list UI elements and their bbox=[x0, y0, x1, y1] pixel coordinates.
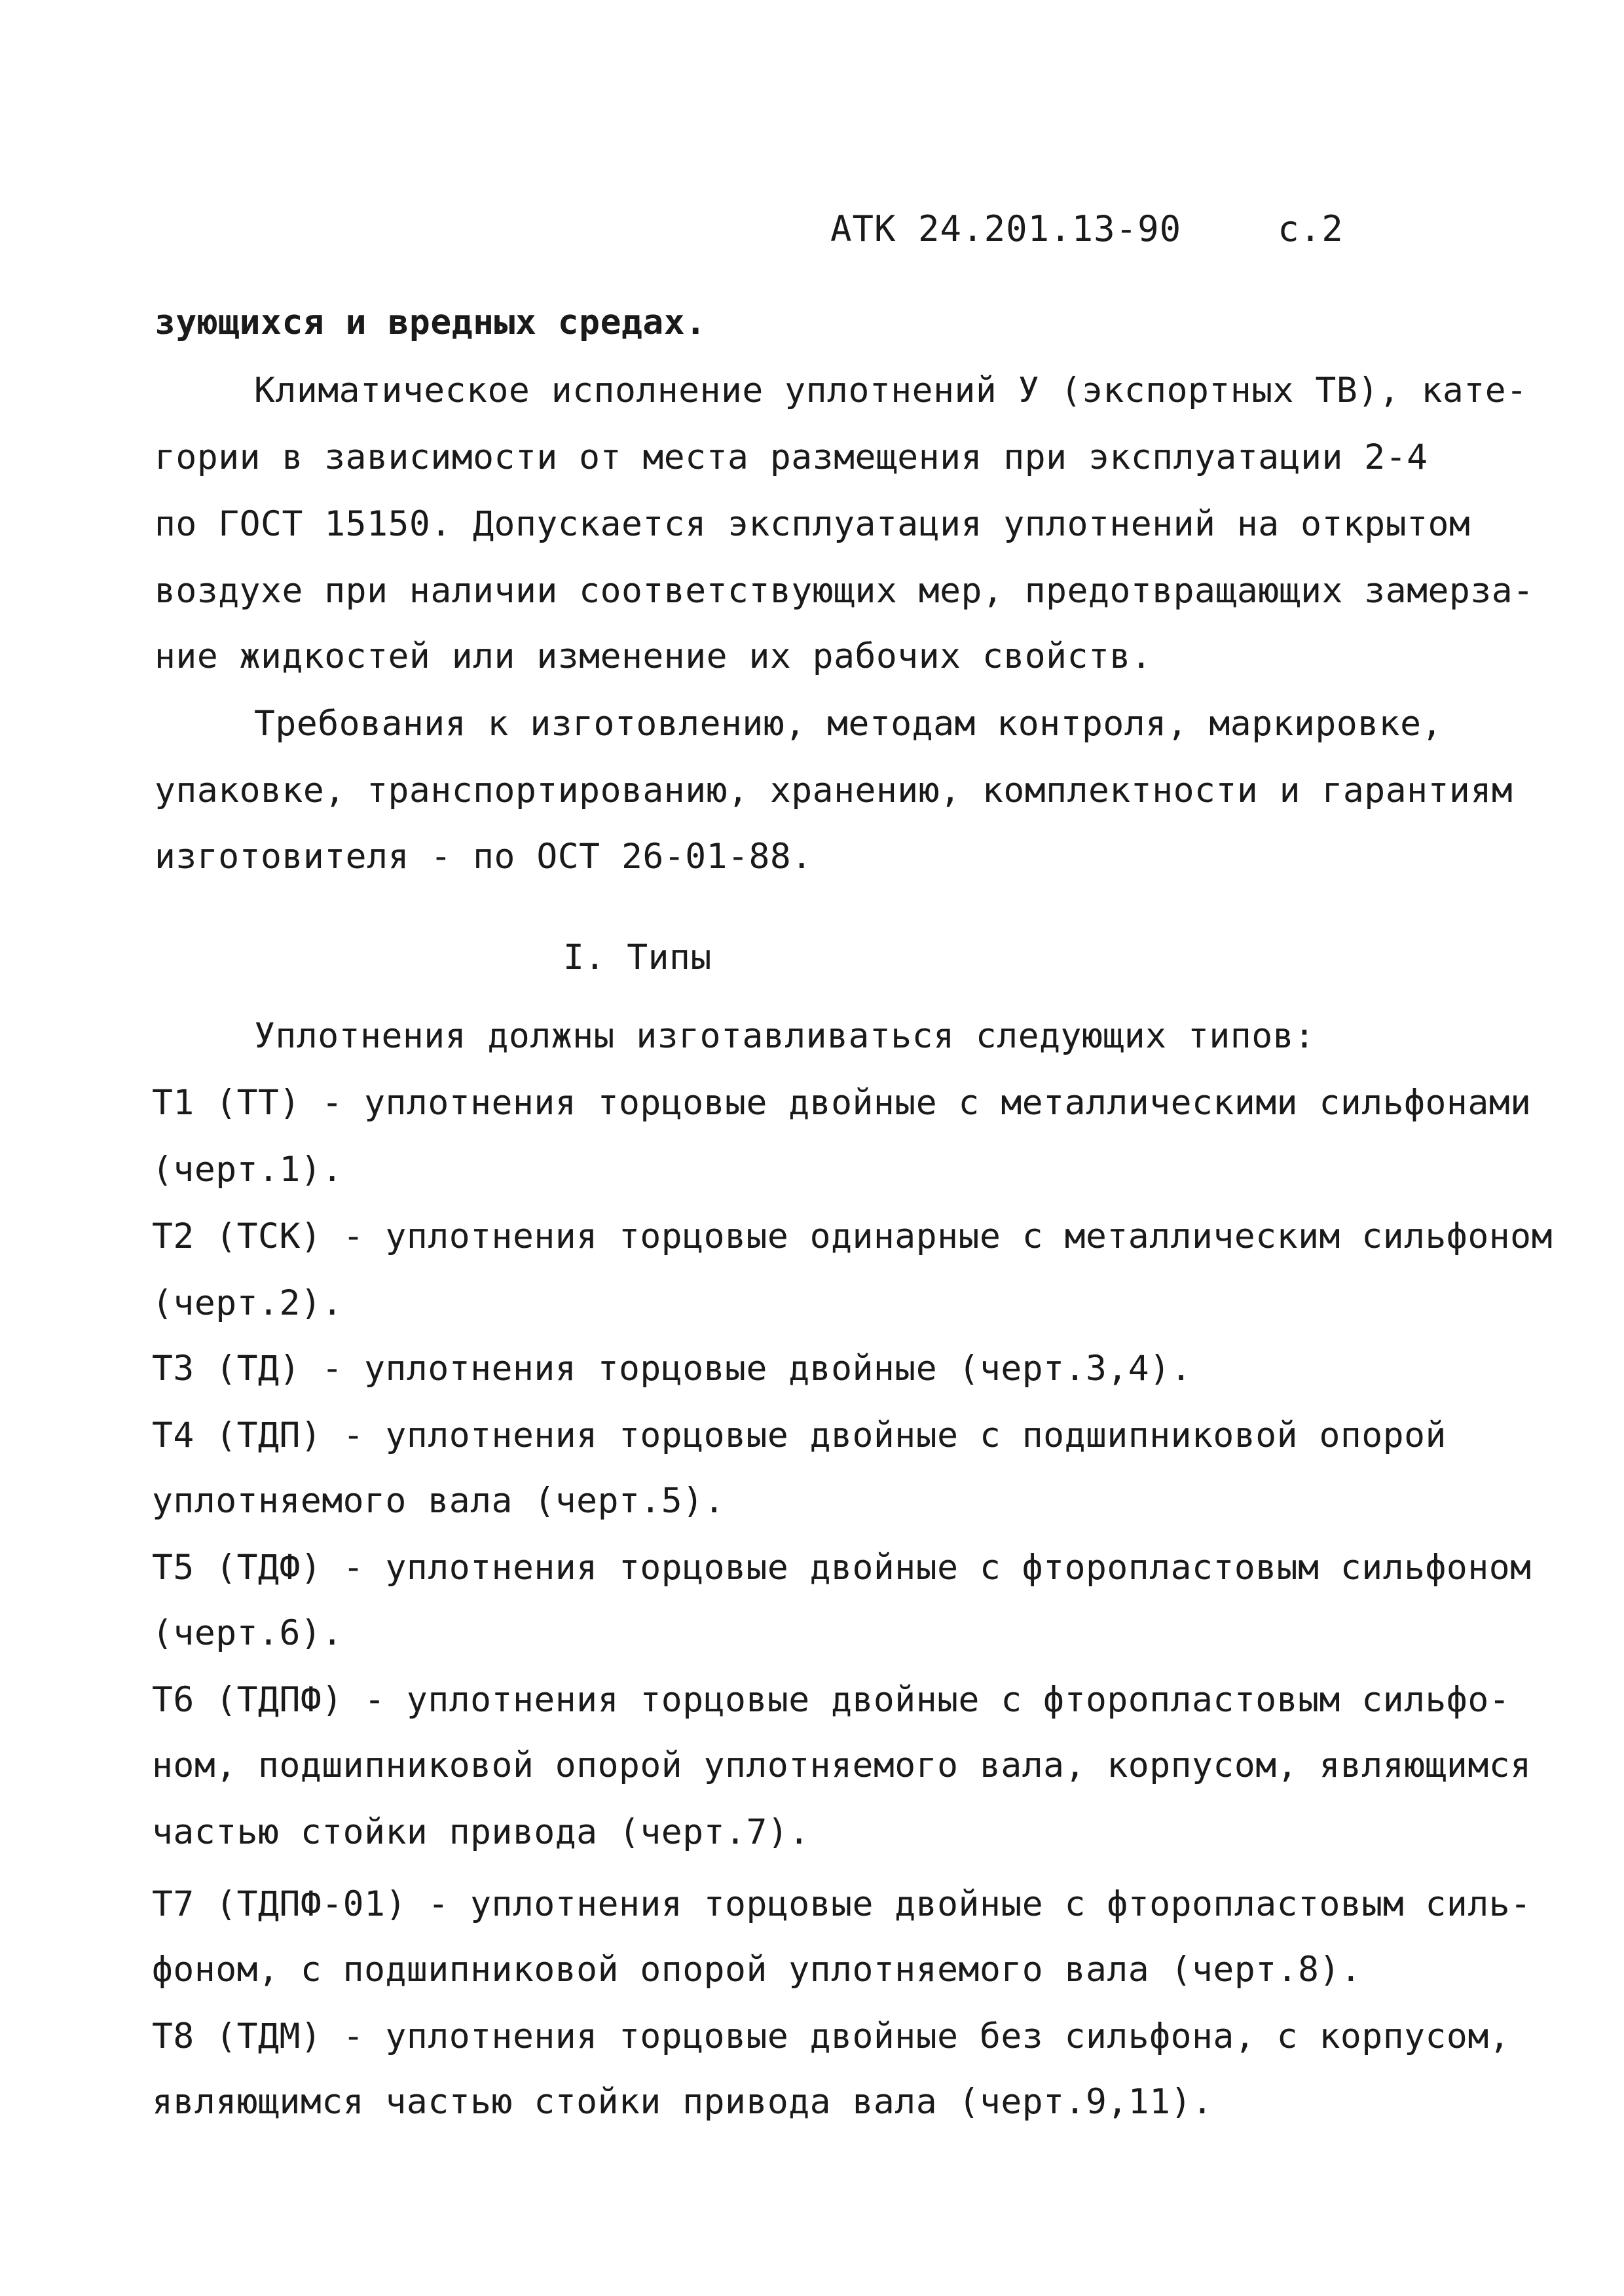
body-line: ние жидкостей или изменение их рабочих свойств. bbox=[155, 636, 1153, 676]
body-line: Требования к изготовлению, методам контроля, маркировке, bbox=[254, 704, 1443, 744]
type-line: Т6 (ТДПФ) - уплотнения торцовые двойные с фторопластовым сильфо- bbox=[152, 1680, 1511, 1720]
type-line: уплотняемого вала (черт.5). bbox=[152, 1481, 726, 1521]
type-line: Т3 (ТД) - уплотнения торцовые двойные (черт.3,4). bbox=[152, 1349, 1192, 1389]
type-line: ном, подшипниковой опорой уплотняемого вала, корпусом, являющимся bbox=[152, 1745, 1532, 1785]
section-title: I. Типы bbox=[563, 938, 712, 977]
types-intro: Уплотнения должны изготавливаться следующих типов: bbox=[254, 1016, 1316, 1056]
body-line: изготовителя - по ОСТ 26-01-88. bbox=[155, 837, 813, 877]
type-line: фоном, с подшипниковой опорой уплотняемого вала (черт.8). bbox=[152, 1950, 1362, 1990]
body-line: по ГОСТ 15150. Допускается эксплуатация уплотнений на открытом bbox=[155, 504, 1471, 544]
type-line: (черт.6). bbox=[152, 1613, 343, 1653]
body-line: гории в зависимости от места размещения при эксплуатации 2-4 bbox=[155, 437, 1428, 477]
body-line: воздухе при наличии соответствующих мер, предотвращающих замерза- bbox=[155, 571, 1534, 611]
type-line: Т8 (ТДМ) - уплотнения торцовые двойные без сильфона, с корпусом, bbox=[152, 2016, 1511, 2056]
page-header bbox=[830, 208, 1344, 249]
type-line: Т4 (ТДП) - уплотнения торцовые двойные с подшипниковой опорой bbox=[152, 1415, 1447, 1455]
type-line: Т5 (ТДФ) - уплотнения торцовые двойные с фторопластовым сильфоном bbox=[152, 1548, 1532, 1588]
type-line: являющимся частью стойки привода вала (черт.9,11). bbox=[152, 2082, 1213, 2122]
page-number: с.2 bbox=[1278, 208, 1344, 249]
type-line: Т1 (ТТ) - уплотнения торцовые двойные с металлическими сильфонами bbox=[152, 1083, 1532, 1123]
body-line: упаковке, транспортированию, хранению, комплектности и гарантиям bbox=[155, 771, 1513, 811]
type-line: Т2 (ТСК) - уплотнения торцовые одинарные с металлическим сильфоном bbox=[152, 1216, 1553, 1256]
type-line: (черт.1). bbox=[152, 1150, 343, 1190]
document-code: АТК 24.201.13-90 bbox=[830, 208, 1182, 249]
type-line: Т7 (ТДПФ-01) - уплотнения торцовые двойные с фторопластовым силь- bbox=[152, 1884, 1532, 1924]
type-line: (черт.2). bbox=[152, 1283, 343, 1323]
body-line: Климатическое исполнение уплотнений У (экспортных ТВ), кате- bbox=[254, 371, 1528, 410]
body-line: зующихся и вредных средах. bbox=[155, 302, 707, 342]
type-line: частью стойки привода (черт.7). bbox=[152, 1812, 810, 1852]
